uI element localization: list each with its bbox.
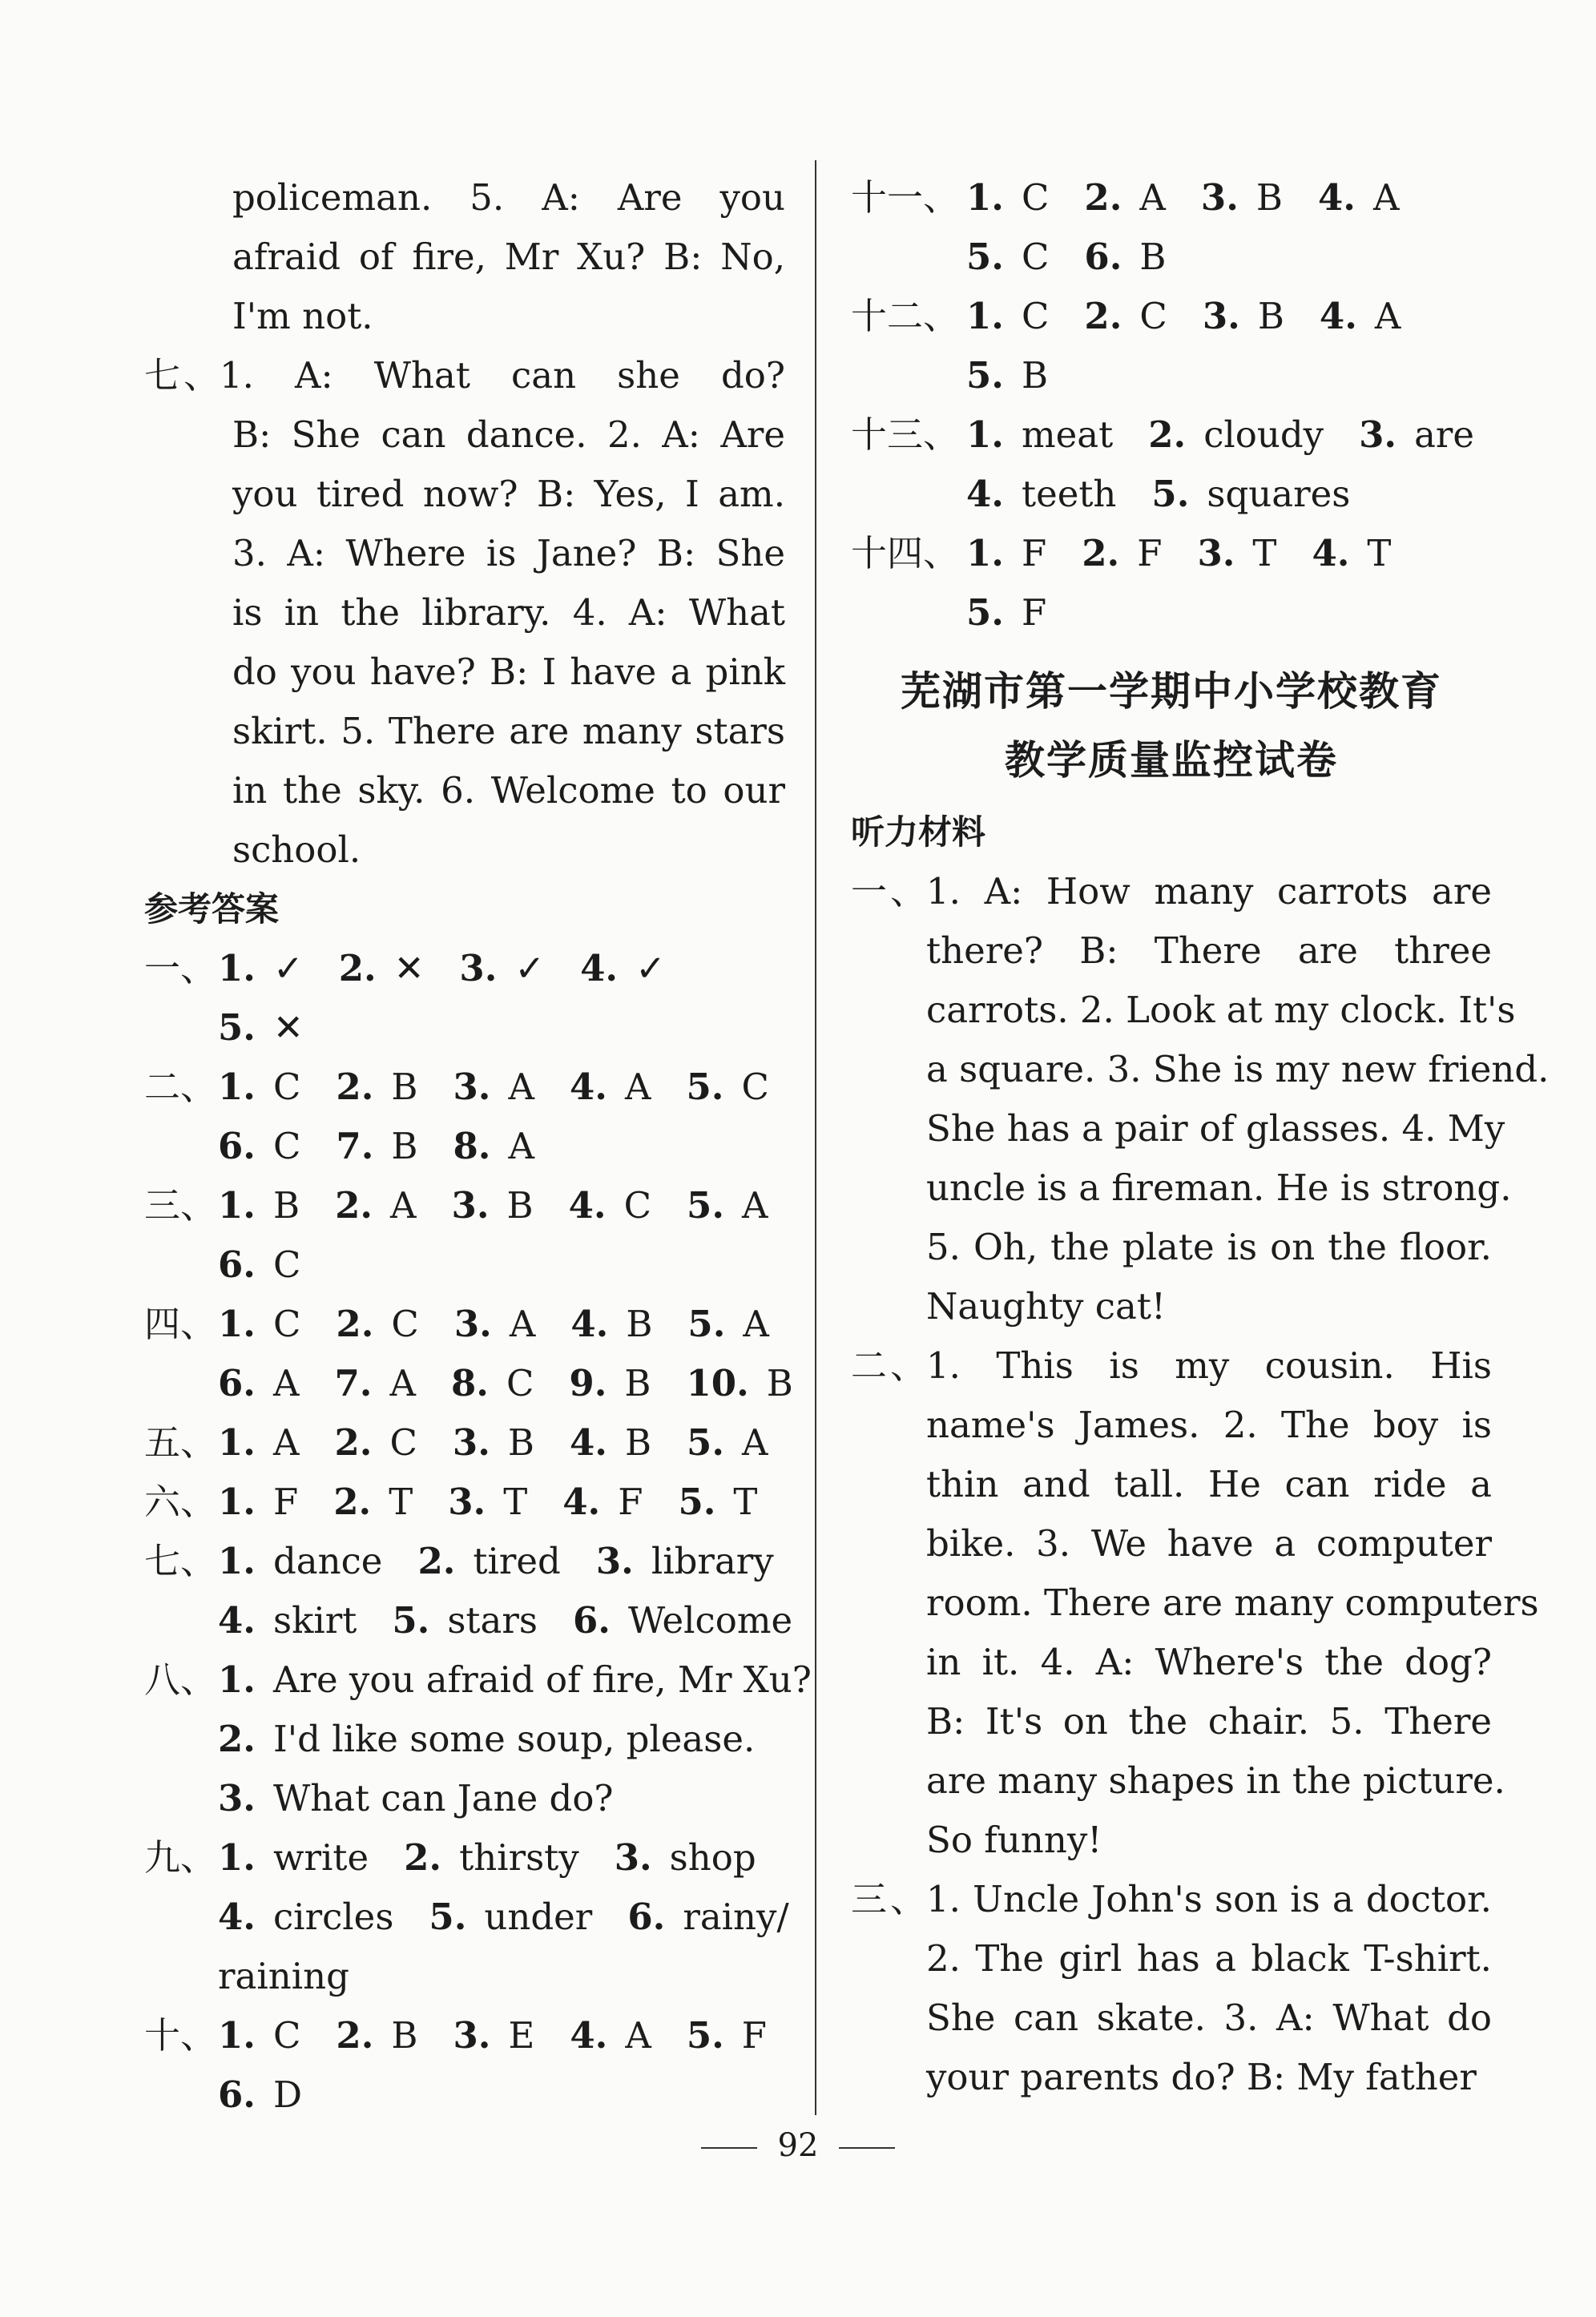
- answer-value: I'd like some soup, please.: [272, 1718, 756, 1760]
- answer-value: F: [741, 2014, 768, 2057]
- answer-value: A: [390, 1184, 417, 1227]
- question-number: 6.: [627, 1896, 666, 1938]
- answer-line: [144, 1413, 785, 1473]
- question-number: 1.: [218, 1658, 256, 1701]
- answer-value: C: [1021, 176, 1050, 219]
- answer-value: ✓: [514, 947, 546, 989]
- answer-value: A: [742, 1421, 768, 1464]
- answer-line: [144, 939, 785, 998]
- section-marker: 六、: [144, 1481, 217, 1523]
- answer-value: F: [618, 1481, 643, 1523]
- question-number: 2.: [338, 947, 377, 989]
- question-number: 5.: [687, 1421, 725, 1464]
- question-number: 1.: [966, 176, 1004, 219]
- listening-line: [851, 2048, 1492, 2107]
- answer-value: C: [391, 1303, 419, 1345]
- question-number: 3.: [453, 1066, 491, 1108]
- text-fragment: skirt.: [232, 710, 328, 752]
- question-number: 2.: [336, 1066, 374, 1108]
- question-number: 10.: [686, 1362, 749, 1404]
- question-number: 5.: [966, 236, 1004, 278]
- answer-value: B: [624, 1362, 651, 1404]
- answer-value: library: [651, 1540, 774, 1582]
- text-fragment: 2. The girl has a black T-shirt.: [926, 1937, 1492, 1980]
- listening-line: [851, 862, 1492, 921]
- question-number: 2.: [335, 1184, 373, 1227]
- question-number: 5.: [678, 1481, 716, 1523]
- answer-value: ✕: [272, 1006, 304, 1049]
- text-fragment: B: No,: [663, 236, 785, 278]
- text-fragment: policeman.: [232, 176, 433, 219]
- question-number: 2.: [218, 1718, 256, 1760]
- question-number: 6.: [218, 1243, 256, 1286]
- text-fragment: 4. A: What: [572, 591, 785, 634]
- answer-line: [851, 583, 1492, 643]
- listening-line: [851, 1574, 1539, 1633]
- listening-line: [851, 1455, 1492, 1514]
- answer-value: T: [389, 1481, 413, 1523]
- answer-value: A: [742, 1184, 768, 1227]
- question-number: 3.: [452, 1421, 490, 1464]
- text-fragment: 1. This is my cousin. His: [926, 1344, 1492, 1387]
- text-fragment: carrots. 2. Look at my clock. It's: [926, 989, 1516, 1031]
- answer-value: D: [272, 2073, 303, 2116]
- answer-value: meat: [1021, 413, 1114, 456]
- answer-value: thirsty: [459, 1836, 579, 1879]
- answer-line: [851, 346, 1492, 405]
- answer-value: A: [272, 1362, 300, 1404]
- question-number: 3.: [1197, 532, 1235, 574]
- question-number: 7.: [334, 1362, 373, 1404]
- text-line: [144, 820, 785, 880]
- answer-value: T: [503, 1481, 528, 1523]
- text-line: [144, 287, 785, 346]
- text-fragment: you tired now?: [232, 473, 518, 515]
- question-number: 1.: [966, 532, 1004, 574]
- answer-line: [144, 2065, 785, 2125]
- text-fragment: do you have?: [232, 651, 476, 693]
- question-number: 5.: [429, 1896, 467, 1938]
- answer-value: T: [1367, 532, 1392, 574]
- answer-value: Are you afraid of fire, Mr Xu?: [272, 1658, 812, 1701]
- answer-value: A: [1139, 176, 1166, 219]
- answer-line: [144, 1354, 793, 1413]
- answer-value: B: [626, 1303, 653, 1345]
- question-number: 5.: [218, 1006, 256, 1049]
- text-line: [144, 702, 785, 761]
- answer-value: ✓: [272, 947, 304, 989]
- question-number: 1.: [218, 1184, 256, 1227]
- answer-value: F: [272, 1481, 299, 1523]
- exam-title: 教学质量监控试卷: [1005, 737, 1338, 784]
- question-number: 5.: [392, 1599, 430, 1642]
- answer-value: rainy/: [683, 1896, 789, 1938]
- question-number: 3.: [459, 947, 498, 989]
- text-fragment: 5. There are many stars: [341, 710, 786, 752]
- section-marker: 二、: [851, 1344, 926, 1387]
- question-number: 3.: [451, 1184, 490, 1227]
- question-number: 6.: [218, 1125, 256, 1167]
- question-number: 2.: [336, 1303, 374, 1345]
- answer-value: C: [623, 1184, 652, 1227]
- question-number: 4.: [1312, 532, 1350, 574]
- question-number: 3.: [453, 2014, 491, 2057]
- answer-value: C: [741, 1066, 769, 1108]
- section-marker: 九、: [144, 1836, 217, 1879]
- answer-value: squares: [1207, 473, 1351, 515]
- text-line: [144, 405, 785, 465]
- answer-line: [144, 1591, 793, 1650]
- text-fragment: your parents do? B: My father: [926, 2056, 1477, 2098]
- question-number: 5.: [1151, 473, 1190, 515]
- question-number: 4.: [218, 1896, 256, 1938]
- answer-value: C: [272, 1243, 301, 1286]
- question-number: 1.: [218, 2014, 256, 2057]
- text-fragment: 5. Oh, the plate is on the floor.: [926, 1226, 1492, 1268]
- answer-value: C: [1139, 295, 1167, 337]
- question-number: 5.: [687, 1303, 726, 1345]
- text-fragment: B: She can dance.: [232, 413, 587, 456]
- text-line: [144, 583, 785, 643]
- answer-value: F: [1021, 532, 1047, 574]
- listening-line: [851, 1633, 1492, 1692]
- text-fragment: are many shapes in the picture.: [926, 1759, 1505, 1802]
- question-number: 4.: [966, 473, 1004, 515]
- answer-value: C: [1021, 236, 1050, 278]
- page-number: [0, 2127, 1596, 2164]
- section-marker: 三、: [144, 1184, 217, 1227]
- section-marker: 十一、: [851, 176, 960, 219]
- text-fragment: a square. 3. She is my new friend.: [926, 1048, 1550, 1090]
- answer-value: B: [766, 1362, 793, 1404]
- text-fragment: thin and tall. He can ride a: [926, 1463, 1492, 1505]
- question-number: 2.: [417, 1540, 456, 1582]
- text-fragment: Naughty cat!: [926, 1285, 1166, 1328]
- question-number: 3.: [614, 1836, 652, 1879]
- text-line: [144, 465, 785, 524]
- question-number: 3.: [1359, 413, 1397, 456]
- text-fragment: B: I have a pink: [490, 651, 785, 693]
- answer-line: [144, 1947, 785, 2006]
- section-marker: 八、: [144, 1658, 217, 1701]
- answer-value: A: [743, 1303, 769, 1345]
- listening-line: [851, 1751, 1505, 1811]
- answer-value: cloudy: [1203, 413, 1324, 456]
- text-fragment: 6. Welcome to our: [441, 769, 785, 812]
- question-number: 2.: [1084, 176, 1122, 219]
- answer-value: A: [1374, 295, 1401, 337]
- listening-line: [851, 1040, 1550, 1099]
- answer-value: C: [272, 2014, 301, 2057]
- answer-value: are: [1414, 413, 1475, 456]
- answer-line: [851, 465, 1492, 524]
- question-number: 3.: [453, 1303, 492, 1345]
- text-fragment: 3. A: Where is Jane?: [232, 532, 637, 574]
- listening-line: [851, 1218, 1492, 1277]
- text-fragment: bike. 3. We have a computer: [926, 1522, 1492, 1565]
- listening-line: [851, 1336, 1492, 1396]
- text-fragment: in it. 4. A: Where's the dog?: [926, 1641, 1492, 1683]
- question-number: 4.: [1317, 176, 1356, 219]
- question-number: 2.: [1084, 295, 1122, 337]
- answer-value: A: [272, 1421, 300, 1464]
- text-fragment: room. There are many computers: [926, 1582, 1539, 1624]
- answer-value: A: [625, 2014, 651, 2057]
- section-marker: 七、: [144, 354, 220, 397]
- text-fragment: 1. A: How many carrots are: [926, 870, 1492, 913]
- answer-value: write: [272, 1836, 369, 1879]
- question-number: 5.: [966, 591, 1004, 634]
- answer-value: B: [1139, 236, 1167, 278]
- answer-value: C: [272, 1303, 301, 1345]
- listening-heading: 听力材料: [851, 812, 986, 852]
- answer-value: stars: [447, 1599, 538, 1642]
- question-number: 1.: [218, 1540, 256, 1582]
- answer-value: B: [391, 2014, 418, 2057]
- answers-heading: 参考答案: [144, 889, 280, 929]
- question-number: 6.: [572, 1599, 611, 1642]
- answer-value: circles: [272, 1896, 394, 1938]
- question-number: 2.: [336, 2014, 374, 2057]
- answer-value: C: [272, 1125, 301, 1167]
- listening-line: [851, 1692, 1492, 1751]
- text-line: [144, 524, 785, 583]
- answer-value: C: [389, 1421, 417, 1464]
- section-marker: 十四、: [851, 532, 960, 574]
- answer-value: tired: [473, 1540, 561, 1582]
- answer-value: B: [507, 1421, 534, 1464]
- answer-value: B: [506, 1184, 534, 1227]
- text-fragment: in the sky.: [232, 769, 425, 812]
- answer-value: B: [391, 1125, 418, 1167]
- answer-line: [144, 1176, 785, 1235]
- answer-value: A: [508, 1066, 534, 1108]
- listening-material: [851, 862, 1550, 2107]
- answer-line: [144, 1117, 785, 1176]
- question-number: 1.: [966, 295, 1004, 337]
- question-number: 4.: [568, 1184, 607, 1227]
- question-number: 5.: [686, 2014, 724, 2057]
- section-marker: 四、: [144, 1303, 217, 1345]
- section-marker: 十二、: [851, 295, 960, 337]
- answer-value: Welcome: [627, 1599, 793, 1642]
- question-number: 7.: [336, 1125, 374, 1167]
- answer-line: [144, 1532, 785, 1591]
- answer-line: [144, 2006, 785, 2065]
- section-marker: 二、: [144, 1066, 217, 1108]
- answer-line: [144, 998, 785, 1058]
- question-number: 4.: [570, 2014, 608, 2057]
- listening-line: [851, 1989, 1492, 2048]
- text-fragment: She can skate. 3. A: What do: [926, 1997, 1492, 2039]
- answer-line: [144, 1769, 785, 1828]
- answer-value: under: [484, 1896, 593, 1938]
- answer-line: [144, 1295, 785, 1354]
- text-fragment: 1. Uncle John's son is a doctor.: [926, 1878, 1492, 1920]
- answer-value: shop: [669, 1836, 756, 1879]
- question-number: 3.: [1202, 295, 1240, 337]
- question-number: 1.: [218, 1481, 256, 1523]
- listening-line: [851, 1811, 1492, 1870]
- question-number: 4.: [562, 1481, 601, 1523]
- text-fragment: 5. A: Are you: [470, 176, 785, 219]
- question-number: 5.: [687, 1184, 725, 1227]
- text-line: [144, 643, 785, 702]
- text-fragment: uncle is a fireman. He is strong.: [926, 1167, 1512, 1209]
- answer-value: B: [272, 1184, 300, 1227]
- answer-value: F: [1137, 532, 1163, 574]
- text-fragment: is in the library.: [232, 591, 551, 634]
- text-fragment: school.: [232, 828, 361, 871]
- text-fragment: B: Yes, I am.: [537, 473, 785, 515]
- question-number: 6.: [218, 1362, 256, 1404]
- text-fragment: I'm not.: [232, 295, 373, 337]
- listening-line: [851, 1396, 1492, 1455]
- question-number: 2.: [334, 1421, 373, 1464]
- question-number: 4.: [1319, 295, 1357, 337]
- question-number: 4.: [218, 1599, 256, 1642]
- section-marker: 一、: [851, 870, 926, 913]
- answer-value: A: [509, 1303, 536, 1345]
- question-number: 6.: [1084, 236, 1122, 278]
- answer-value: skirt: [272, 1599, 357, 1642]
- answer-value: B: [1257, 295, 1284, 337]
- answer-value: A: [624, 1066, 651, 1108]
- section-marker: 五、: [144, 1421, 217, 1464]
- answer-line: [144, 1828, 785, 1888]
- text-line: [144, 346, 785, 405]
- text-fragment: 1. A: What can she do?: [220, 354, 785, 397]
- answer-value: A: [389, 1362, 416, 1404]
- answer-value: C: [506, 1362, 534, 1404]
- question-number: 3.: [218, 1777, 256, 1819]
- answer-line: [851, 287, 1492, 346]
- answer-value: E: [508, 2014, 535, 2057]
- answer-line: [851, 228, 1492, 287]
- question-number: 2.: [333, 1481, 372, 1523]
- answer-line: [851, 405, 1492, 465]
- text-line: [144, 228, 785, 287]
- answer-value: ✕: [393, 947, 425, 989]
- exam-title: 芜湖市第一学期中小学校教育: [901, 668, 1442, 715]
- text-fragment: B: It's on the chair. 5. There: [926, 1700, 1492, 1743]
- answer-value: B: [391, 1066, 418, 1108]
- column-divider: [815, 160, 816, 2115]
- text-fragment: 2. A: Are: [607, 413, 785, 456]
- listening-line: [851, 1099, 1505, 1158]
- question-number: 8.: [453, 1125, 491, 1167]
- answer-value: What can Jane do?: [272, 1777, 614, 1819]
- question-number: 6.: [218, 2073, 256, 2116]
- dash-right: [839, 2147, 895, 2149]
- text-fragment: there? B: There are three: [926, 929, 1492, 972]
- listening-line: [851, 921, 1492, 981]
- answer-value: C: [1021, 295, 1050, 337]
- answer-value: ✓: [635, 947, 666, 989]
- listening-line: [851, 1870, 1492, 1929]
- answer-line: [144, 1710, 785, 1769]
- answer-value: F: [1021, 591, 1047, 634]
- question-number: 8.: [450, 1362, 489, 1404]
- listening-line: [851, 981, 1516, 1040]
- question-number: 1.: [218, 1303, 256, 1345]
- page-number-text: 92: [777, 2127, 819, 2164]
- answer-list: [144, 939, 812, 2125]
- text-line: [144, 168, 785, 228]
- listening-line: [851, 1929, 1492, 1989]
- answer-value: raining: [218, 1955, 349, 1997]
- text-fragment: So funny!: [926, 1819, 1102, 1861]
- listening-line: [851, 1277, 1492, 1336]
- text-fragment: name's James. 2. The boy is: [926, 1404, 1492, 1446]
- answer-value: dance: [272, 1540, 383, 1582]
- text-line: [144, 761, 785, 820]
- answer-value: T: [1252, 532, 1277, 574]
- answer-value: teeth: [1021, 473, 1117, 515]
- question-number: 1.: [218, 1421, 256, 1464]
- section-marker: 三、: [851, 1878, 926, 1920]
- question-number: 5.: [966, 354, 1004, 397]
- question-number: 1.: [218, 1066, 256, 1108]
- right-column: [851, 168, 1550, 2107]
- answer-value: B: [624, 1421, 652, 1464]
- answer-value: C: [272, 1066, 301, 1108]
- section-marker: 七、: [144, 1540, 217, 1582]
- question-number: 3.: [595, 1540, 634, 1582]
- answer-line: [144, 1058, 785, 1117]
- dash-left: [701, 2147, 757, 2149]
- question-number: 2.: [1148, 413, 1187, 456]
- question-number: 1.: [218, 1836, 256, 1879]
- question-number: 3.: [448, 1481, 486, 1523]
- answer-value: T: [733, 1481, 758, 1523]
- answer-line: [144, 1650, 812, 1710]
- section-marker: 十、: [144, 2014, 217, 2057]
- question-number: 1.: [966, 413, 1004, 456]
- answer-value: B: [1021, 354, 1049, 397]
- question-number: 4.: [569, 1421, 607, 1464]
- question-number: 5.: [686, 1066, 724, 1108]
- answer-list: [851, 168, 1492, 643]
- answer-line: [144, 1235, 785, 1295]
- answer-line: [851, 524, 1492, 583]
- answer-value: A: [1372, 176, 1400, 219]
- answer-line: [144, 1473, 785, 1532]
- text-fragment: She has a pair of glasses. 4. My: [926, 1107, 1505, 1150]
- question-number: 4.: [570, 1303, 609, 1345]
- section-marker: 一、: [144, 947, 217, 989]
- question-number: 2.: [1082, 532, 1120, 574]
- section-marker: 十三、: [851, 413, 960, 456]
- answer-line: [144, 1888, 789, 1947]
- listening-line: [851, 1514, 1492, 1574]
- answer-value: B: [1255, 176, 1283, 219]
- listening-line: [851, 1158, 1512, 1218]
- question-number: 2.: [404, 1836, 442, 1879]
- left-column: [144, 168, 812, 2125]
- question-number: 4.: [569, 1066, 607, 1108]
- question-number: 4.: [580, 947, 619, 989]
- question-number: 9.: [569, 1362, 607, 1404]
- answer-value: A: [508, 1125, 534, 1167]
- text-fragment: B: She: [656, 532, 785, 574]
- answer-line: [851, 168, 1492, 228]
- question-number: 3.: [1200, 176, 1239, 219]
- text-fragment: afraid of fire, Mr Xu?: [232, 236, 646, 278]
- question-number: 1.: [218, 947, 256, 989]
